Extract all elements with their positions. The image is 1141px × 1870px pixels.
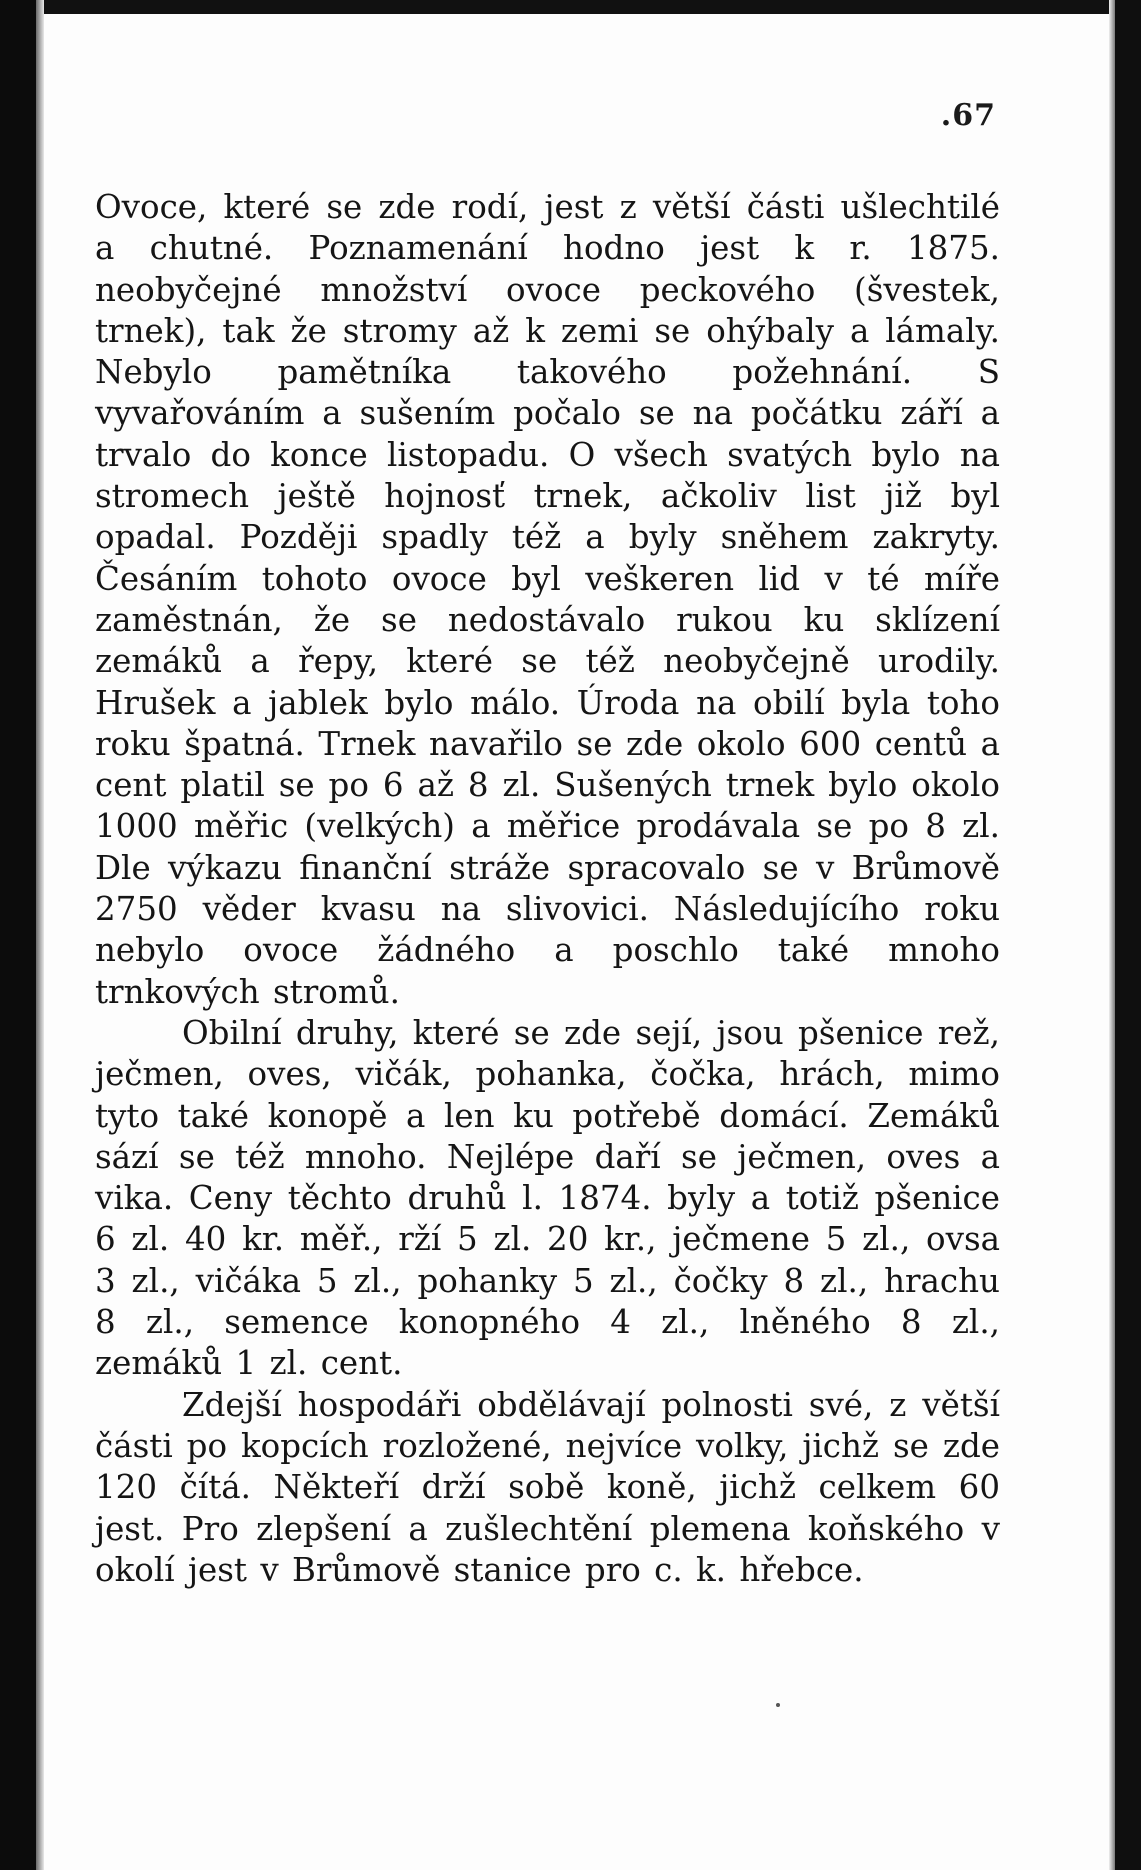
scan-left-edge [0, 0, 36, 1870]
paragraph-fruit: Ovoce, které se zde rodí, jest z větší části ušlechtilé a chutné. Poznamenání hodno jest k r. 1875. neobyčejné množství ovoce peckového (švestek, trnek), tak že stromy až k zemi se ohýbaly a lámaly. Nebylo pamětníka takového požehnání. S vyvařováním a sušením počalo se na počátku září a trvalo do konce listopadu. O všech svatých bylo na stromech ještě hojnosť trnek, ačkoliv list již byl opadal. Později spadly též a byly sněhem zakryty. Česáním tohoto ovoce byl veškeren lid v té míře zaměstnán, že se nedostávalo rukou ku sklízení zemáků a řepy, které se též neobyčejně urodily. Hrušek a jablek bylo málo. Úroda na obilí byla toho roku špatná. Trnek navařilo se zde okolo 600 centů a cent platil se po 6 až 8 zl. Sušených trnek bylo okolo 1000 měřic (velkých) a měřice prodávala se po 8 zl. Dle výkazu finanční stráže spracovalo se v Brůmově 2750 věder kvasu na slivovici. Následujícího roku nebylo ovoce žádného a poschlo také mnoho trnkových stromů. [95, 188, 1000, 1011]
scan-right-edge [1115, 0, 1141, 1870]
paragraph-grain: Obilní druhy, které se zde sejí, jsou pšenice rež, ječmen, oves, vičák, pohanka, čočka, hrách, mimo tyto také konopě a len ku potřebě domácí. Zemáků sází se též mnoho. Nejlépe daří se ječmen, oves a vika. Ceny těchto druhů l. 1874. byly a totiž pšenice 6 zl. 40 kr. měř., rží 5 zl. 20 kr., ječmene 5 zl., ovsa 3 zl., vičáka 5 zl., pohanky 5 zl., čočky 8 zl., hrachu 8 zl., semence konopného 4 zl., lněného 8 zl., zemáků 1 zl. cent. [95, 1013, 1000, 1383]
page-number: .67 [940, 98, 996, 133]
paragraph-farmers: Zdejší hospodáři obdělávají polnosti své, z větší části po kopcích rozložené, nejvíce volky, jichž se zde 120 čítá. Někteří drží sobě koně, jichž celkem 60 jest. Pro zlepšení a zušlechtění plemena koňského v okolí jest v Brůmově stanice pro c. k. hřebce. [95, 1385, 1000, 1589]
scan-top-edge [0, 0, 1141, 14]
page-body-text [95, 187, 1000, 1591]
scan-left-shadow [36, 0, 44, 1870]
scan-right-shadow [1109, 0, 1115, 1870]
scan-speck [776, 1703, 780, 1707]
